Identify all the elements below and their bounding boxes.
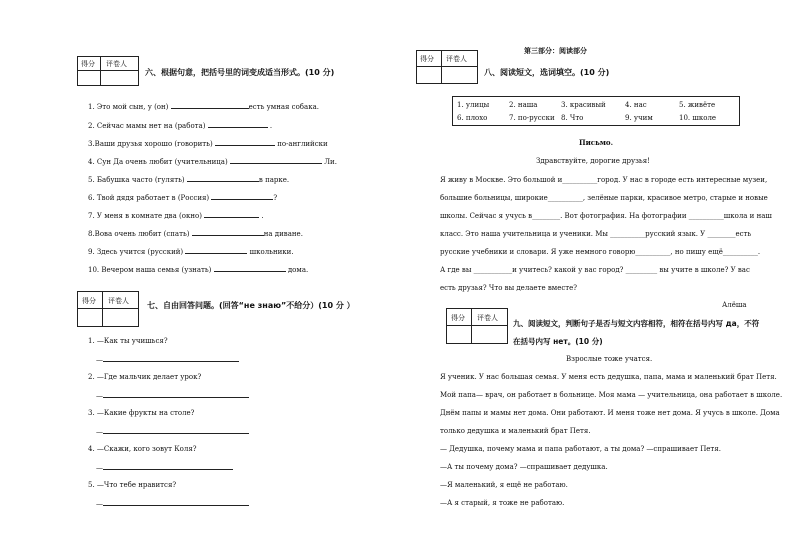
score-box-sec7: [77, 291, 139, 327]
answer-blank[interactable]: [214, 265, 286, 272]
text-line: есть друзья? Что вы делаете вместе?: [440, 284, 578, 292]
text-line: школы. Сейчас я учусь в________. Вот фотография. На фотографии __________школа и наш: [440, 212, 772, 220]
text-line: русские учебники и словари. Я уже немного говорю__________, но пишу ещё__________.: [440, 248, 761, 256]
answer-blank[interactable]: [230, 157, 322, 164]
text-line: Мой папа— врач, он работает в больнице. Моя мама — учительница, она работает в школе.: [440, 391, 783, 399]
score-label: 得分: [420, 55, 434, 63]
grader-label: 评卷人: [446, 55, 467, 63]
letter-signature: Алёша: [722, 301, 747, 309]
grader-label: 评卷人: [106, 60, 127, 68]
text-line: только дедушка и маленький брат Петя.: [440, 427, 591, 435]
answer-blank[interactable]: [204, 211, 259, 218]
text-line: большие больницы, широкие__________, зелёные парки, красивое метро, старые и новые: [440, 194, 768, 202]
answer-line: —: [96, 499, 249, 508]
answer-blank[interactable]: [208, 121, 268, 128]
score-label: 得分: [81, 60, 95, 68]
part-3-heading: 第三部分：阅读部分: [524, 47, 587, 55]
answer-line: —: [96, 463, 233, 472]
text-line: —А я старый, я тоже не работаю.: [440, 499, 565, 507]
word-option: 2. наша: [509, 101, 538, 109]
section-9-title-line-2: 在括号内写 нет。(10 分): [513, 337, 603, 346]
word-option: 5. живёте: [679, 101, 716, 109]
word-bank: [452, 96, 740, 126]
word-option: 7. по-русски: [509, 114, 555, 122]
text-line: Днём папы и мамы нет дома. Они работают. И меня тоже нет дома. Я учусь в школе. Дома: [440, 409, 780, 417]
text-line: А где вы ___________и учитесь? какой у вас город? _________ вы учите в школе? У вас: [440, 266, 750, 274]
score-box-sec9: [446, 308, 508, 344]
list-item: 4. Сун Да очень любит (учительница) Ли.: [88, 158, 337, 166]
answer-blank[interactable]: [215, 139, 275, 146]
word-option: 4. нас: [625, 101, 647, 109]
text-line: Я ученик. У нас большая семья. У меня есть дедушка, папа, мама и маленький брат Петя.: [440, 373, 777, 381]
section-6-title: 六、根据句意，把括号里的词变成适当形式。(10 分): [145, 68, 335, 77]
letter-greeting: Здравствуйте, дорогие друзья!: [536, 157, 650, 165]
answer-line: —: [96, 391, 249, 400]
list-item: 2. Сейчас мамы нет на (работа) .: [88, 122, 273, 130]
list-item: 7. У меня в комнате два (окно) .: [88, 212, 264, 220]
word-option: 8. Что: [561, 114, 584, 122]
grader-label: 评卷人: [108, 297, 129, 305]
text-line: — Дедушка, почему мама и папа работают, а ты дома? —спрашивает Петя.: [440, 445, 721, 453]
word-option: 6. плохо: [457, 114, 488, 122]
answer-blank[interactable]: [103, 391, 249, 398]
text-line: —А ты почему дома? —спрашивает дедушка.: [440, 463, 608, 471]
text-line: —Я маленький, я ещё не работаю.: [440, 481, 568, 489]
word-option: 10. школе: [679, 114, 717, 122]
letter-title: Письмо.: [579, 138, 614, 147]
answer-blank[interactable]: [171, 102, 249, 109]
question: 2. —Где мальчик делает урок?: [88, 373, 202, 381]
list-item: 1. Это мой сын, у (он) есть умная собака.: [88, 103, 319, 111]
word-option: 9. учим: [625, 114, 653, 122]
answer-blank[interactable]: [103, 463, 233, 470]
list-item: 5. Бабушка часто (гулять) в парке.: [88, 176, 290, 184]
answer-blank[interactable]: [185, 247, 247, 254]
question: 1. —Как ты учишься?: [88, 337, 168, 345]
answer-blank[interactable]: [103, 355, 239, 362]
score-box-sec6: [77, 56, 139, 86]
grader-label: 评卷人: [477, 314, 498, 322]
answer-blank[interactable]: [103, 499, 249, 506]
word-option: 1. улицы: [457, 101, 490, 109]
list-item: 10. Вечером наша семья (узнать) дома.: [88, 266, 309, 274]
section-7-title: 七、自由回答问题。(回答“не знаю”不给分）(10 分 ）: [147, 301, 355, 310]
list-item: 8.Вова очень любит (спать) на диване.: [88, 230, 303, 238]
word-option: 3. красивый: [561, 101, 606, 109]
answer-blank[interactable]: [103, 427, 249, 434]
section-9-title-line-1: 九、阅读短文，判断句子是否与短文内容相符，相符在括号内写 да，不符: [513, 319, 760, 328]
question: 5. —Что тебе нравится?: [88, 481, 177, 489]
answer-blank[interactable]: [187, 175, 259, 182]
text-line: класс. Это наша учительница и ученики. Мы __________русский язык. У ________есть: [440, 230, 752, 238]
list-item: 9. Здесь учится (русский) школьники.: [88, 248, 294, 256]
answer-blank[interactable]: [192, 229, 264, 236]
score-label: 得分: [82, 297, 96, 305]
story-title: Взрослые тоже учатся.: [566, 355, 653, 363]
answer-blank[interactable]: [211, 193, 273, 200]
list-item: 3.Ваши друзья хорошо (говорить) по-английски: [88, 140, 328, 148]
section-8-title: 八、阅读短文，选词填空。(10 分): [484, 68, 610, 77]
answer-line: —: [96, 427, 249, 436]
score-box-sec8: [416, 50, 478, 84]
score-label: 得分: [451, 314, 465, 322]
text-line: Я живу в Москве. Это большой и__________город. У нас в городе есть интересные музеи,: [440, 176, 768, 184]
question: 4. —Скажи, кого зовут Коля?: [88, 445, 197, 453]
question: 3. —Какие фрукты на столе?: [88, 409, 195, 417]
list-item: 6. Твой дядя работает в (Россия) ?: [88, 194, 278, 202]
answer-line: —: [96, 355, 239, 364]
